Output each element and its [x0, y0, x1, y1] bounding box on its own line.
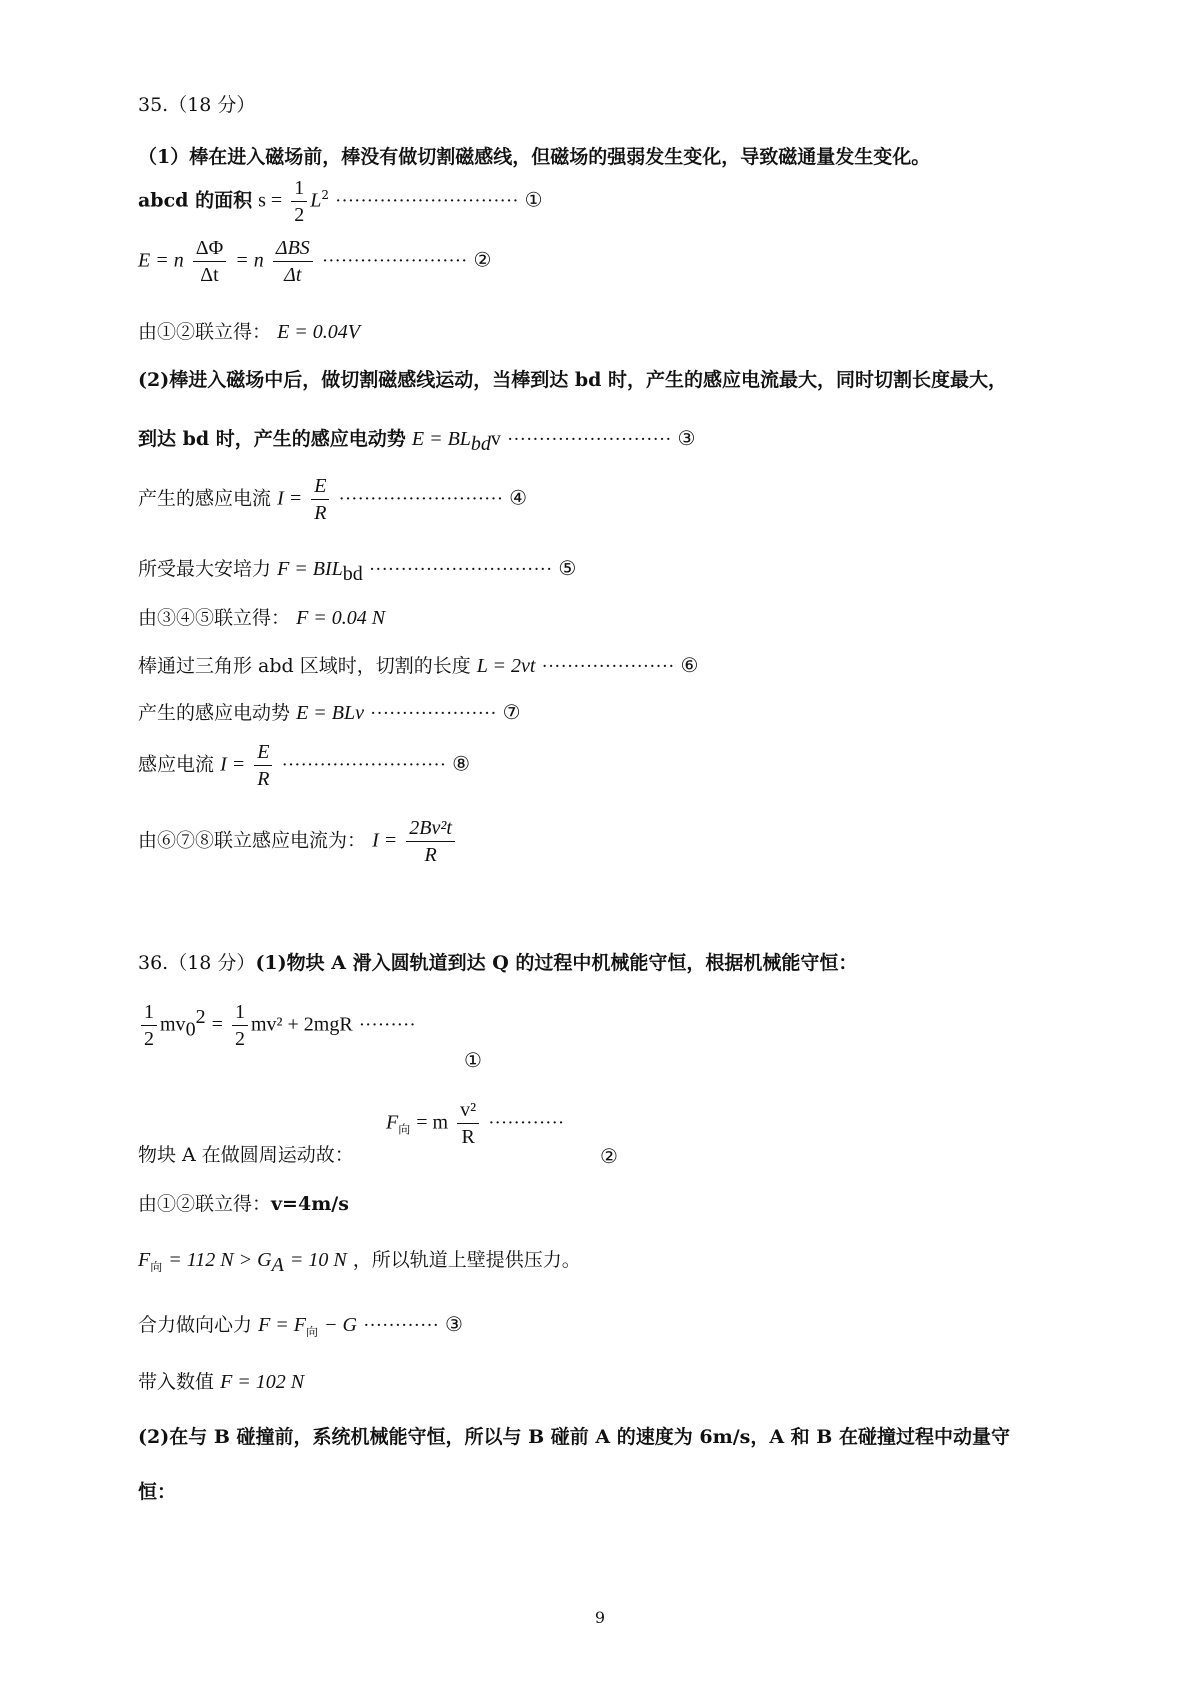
triangle-length: 棒通过三角形 abd 区域时，切割的长度 L = 2vt ····················· ⑥: [138, 653, 699, 677]
q35-heading: 35.（18 分）: [138, 94, 256, 116]
energy-equation: $\frac{1}{2}$ $mv_0^2$ = $\frac{1}{2}$ mv² + 2mgR ·········: [138, 1002, 416, 1049]
result-velocity: 由①②联立得：v=4m/s: [138, 1193, 349, 1215]
circular-motion-text: 物块 A 在做圆周运动故：: [138, 1144, 354, 1166]
fraction-e-r: $\frac{E}{R}$: [311, 476, 329, 523]
result-2: 由③④⑤联立得： F = 0.04 N: [138, 607, 386, 629]
fraction-half: $\frac{1}{2}$: [291, 178, 307, 225]
force-comparison: $F_向 = 112$ $N > G_A = 10$ N ，所以轨道上壁提供压力。: [138, 1249, 581, 1276]
marker-1: ①: [464, 1048, 482, 1072]
fraction-final-current: $\frac{\text{2Bv²t}}{R}$: [406, 818, 455, 865]
fraction-dbs-dt: $\frac{\text{ΔBS}}{\Delta t}$: [273, 238, 313, 285]
q36-heading-line: 36.（18 分）(1)物块 A 滑入圆轨道到达 Q 的过程中机械能守恒，根据机械能守恒：: [138, 952, 858, 974]
force-value: 带入数值 F = 102 N: [138, 1371, 305, 1393]
result-3: 由⑥⑦⑧联立感应电流为： I = $\frac{\text{2Bv²t}}{R}$: [138, 818, 458, 865]
emf-triangle: 产生的感应电动势 E = BLv ···················· ⑦: [138, 700, 521, 724]
result-1: 由①②联立得： E = 0.04V: [138, 321, 360, 343]
q36-part2-continuation: 恒：: [138, 1481, 177, 1503]
emf-bd-formula: 到达 bd 时，产生的感应电动势 $E = BL_{bd}v$ ·························· ③: [138, 426, 696, 455]
emf-formula: E = n $\frac{\Delta\Phi}{\Delta t}$ = n $\frac{\text{ΔBS}}{\Delta t}$ ······················· ②: [138, 237, 492, 286]
induced-current: 感应电流 I = $\frac{E}{R}$ ·························· ⑧: [138, 741, 471, 790]
fraction-e-r-2: $\frac{E}{R}$: [254, 742, 272, 789]
area-formula: abcd 的面积 s = $\frac{1}{2}$ $L^2$ ····························· ①: [138, 177, 543, 226]
q35-part2-text: (2)棒进入磁场中后，做切割磁感线运动，当棒到达 bd 时，产生的感应电流最大，同时切割长度最大，: [138, 369, 1008, 391]
marker-2: ②: [600, 1144, 618, 1168]
current-formula: 产生的感应电流 I = $\frac{E}{R}$ ·························· ④: [138, 475, 528, 524]
fraction-dphi-dt: $\frac{\Delta\Phi}{\Delta t}$: [193, 238, 226, 285]
net-force-formula: 合力做向心力 $F = F_向 - G$ ············ ③: [138, 1312, 463, 1339]
page-number: 9: [594, 1608, 606, 1627]
force-formula: 所受最大安培力 $F = BIL_{bd}$ ····························· ⑤: [138, 556, 577, 585]
centripetal-formula: $F_向 = m$ $\frac{\text{v²}}{R}$ ············: [386, 1099, 565, 1148]
q36-part2-text: (2)在与 B 碰撞前，系统机械能守恒，所以与 B 碰前 A 的速度为 6m/s，A 和 B 在碰撞过程中动量守: [138, 1426, 1010, 1448]
q35-part1-text: （1）棒在进入磁场前，棒没有做切割磁感线，但磁场的强弱发生变化，导致磁通量发生变化。: [138, 146, 931, 168]
